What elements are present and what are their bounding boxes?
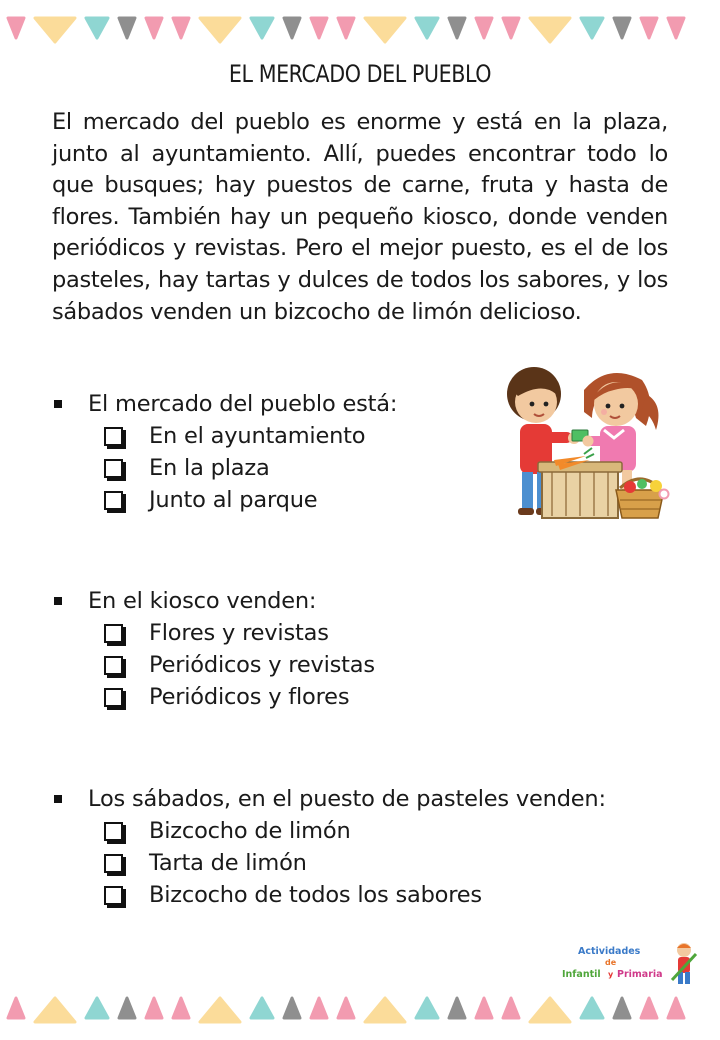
bunting-flag	[614, 18, 630, 38]
checkbox-icon[interactable]	[104, 427, 123, 446]
logo-line3b: y	[608, 970, 614, 979]
checkbox-icon[interactable]	[104, 459, 123, 478]
bunting-flag	[146, 18, 162, 38]
checkbox-icon[interactable]	[104, 886, 123, 905]
bunting-flag	[449, 998, 465, 1018]
bunting-flag	[251, 18, 273, 38]
bunting-flag	[668, 998, 684, 1018]
bunting-flag	[449, 18, 465, 38]
option-label: Bizcocho de todos los sabores	[149, 882, 482, 908]
question-2	[54, 585, 375, 713]
bunting-flag	[311, 18, 327, 38]
site-logo	[560, 940, 702, 988]
answer-option[interactable]	[104, 847, 606, 879]
checkbox-icon[interactable]	[104, 688, 123, 707]
bunting-flag	[86, 18, 108, 38]
answer-option[interactable]	[104, 815, 606, 847]
bunting-flag	[641, 998, 657, 1018]
bunting-flag	[284, 18, 300, 38]
story-text: El mercado del pueblo es enorme y está en la plaza, junto al ayuntamiento. Allí, puedes encontrar todo lo que busques; hay puestos de carne, fruta y hasta de flores. También hay un pequeño kiosco, donde venden periódicos y revistas. Pero el mejor puesto, es el de los pasteles, hay tartas y dulces de todos los sabores, y los sábados venden un bizcocho de limón delicioso.	[52, 109, 668, 325]
option-label: Flores y revistas	[149, 620, 329, 646]
bunting-flag	[173, 18, 189, 38]
bunting-flag	[35, 18, 75, 42]
answer-option[interactable]	[104, 649, 375, 681]
bullet-icon	[54, 400, 62, 408]
bunting-flag	[119, 18, 135, 38]
option-label: Tarta de limón	[149, 850, 307, 876]
bunting-flag	[530, 998, 570, 1022]
bunting-flag	[338, 18, 354, 38]
checkbox-icon[interactable]	[104, 624, 123, 643]
bunting-flag	[416, 998, 438, 1018]
logo-line3c: Primaria	[617, 969, 663, 980]
bunting-flag	[8, 18, 24, 38]
bunting-flag	[311, 998, 327, 1018]
bunting-flag	[200, 18, 240, 42]
bunting-flag	[668, 18, 684, 38]
bunting-top	[0, 14, 720, 64]
checkbox-icon[interactable]	[104, 656, 123, 675]
answer-option[interactable]	[104, 681, 375, 713]
bunting-flag	[476, 998, 492, 1018]
checkbox-icon[interactable]	[104, 822, 123, 841]
bunting-flag	[8, 998, 24, 1018]
option-label: Bizcocho de limón	[149, 818, 351, 844]
question-2-prompt: En el kiosco venden:	[88, 588, 317, 614]
question-prompt	[54, 783, 606, 815]
bunting-flag	[365, 18, 405, 42]
bunting-flag	[284, 998, 300, 1018]
bunting-flag	[503, 998, 519, 1018]
option-label: Junto al parque	[149, 487, 318, 513]
answer-option[interactable]	[104, 879, 606, 911]
checkbox-icon[interactable]	[104, 854, 123, 873]
logo-line1: Actividades	[578, 946, 641, 957]
option-label: En la plaza	[149, 455, 270, 481]
answer-option[interactable]	[104, 420, 397, 452]
bunting-flag	[365, 998, 405, 1022]
answer-option[interactable]	[104, 452, 397, 484]
bunting-flag	[119, 998, 135, 1018]
bunting-flag	[251, 998, 273, 1018]
bunting-bottom	[0, 990, 720, 1040]
question-prompt	[54, 388, 397, 420]
answer-option[interactable]	[104, 484, 397, 516]
bunting-flag	[416, 18, 438, 38]
bullet-icon	[54, 597, 62, 605]
checkbox-icon[interactable]	[104, 491, 123, 510]
bunting-flag	[173, 998, 189, 1018]
bunting-flag	[338, 998, 354, 1018]
bunting-flag	[581, 18, 603, 38]
question-3-prompt: Los sábados, en el puesto de pasteles venden:	[88, 786, 606, 812]
logo-line2: de	[605, 958, 617, 967]
bunting-flag	[35, 998, 75, 1022]
bunting-flag	[86, 998, 108, 1018]
bunting-flag	[530, 18, 570, 42]
option-label: En el ayuntamiento	[149, 423, 366, 449]
page-title: EL MERCADO DEL PUEBLO	[228, 60, 492, 88]
logo-line3a: Infantil	[562, 969, 601, 980]
bunting-flag	[503, 18, 519, 38]
bullet-icon	[54, 795, 62, 803]
option-label: Periódicos y flores	[149, 684, 350, 710]
question-1	[54, 388, 397, 516]
bunting-flag	[146, 998, 162, 1018]
question-prompt	[54, 585, 375, 617]
question-1-prompt: El mercado del pueblo está:	[88, 391, 398, 417]
market-kids-illustration	[496, 360, 671, 525]
option-label: Periódicos y revistas	[149, 652, 375, 678]
bunting-flag	[200, 998, 240, 1022]
bunting-flag	[614, 998, 630, 1018]
bunting-flag	[641, 18, 657, 38]
answer-option[interactable]	[104, 617, 375, 649]
bunting-flag	[476, 18, 492, 38]
question-3	[54, 783, 606, 911]
bunting-flag	[581, 998, 603, 1018]
